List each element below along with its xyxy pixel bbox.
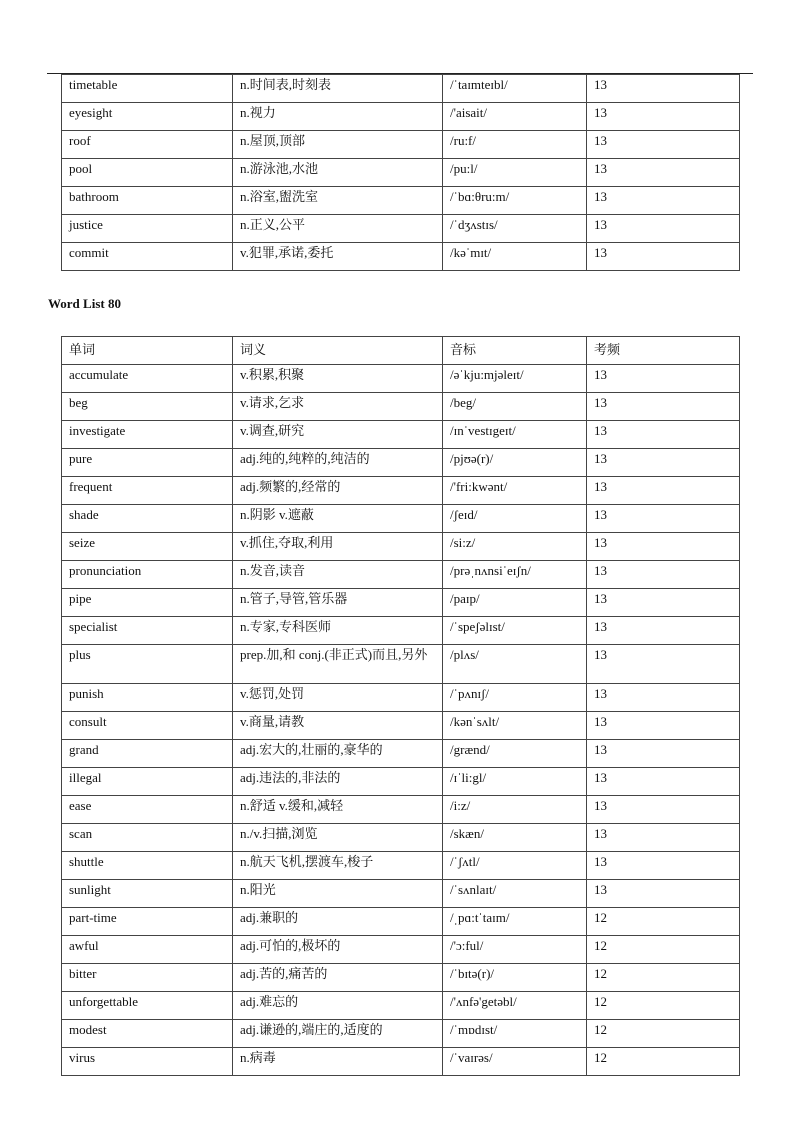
frequency-cell: 13	[587, 131, 740, 159]
phonetic-cell: /'aisait/	[443, 103, 587, 131]
phonetic-cell: /kənˈsʌlt/	[443, 712, 587, 740]
word-cell: shuttle	[62, 852, 233, 880]
phonetic-cell: /ˈvaɪrəs/	[443, 1048, 587, 1076]
phonetic-cell: /prəˌnʌnsiˈeɪʃn/	[443, 561, 587, 589]
meaning-cell: adj.频繁的,经常的	[233, 477, 443, 505]
frequency-cell: 13	[587, 712, 740, 740]
meaning-cell: adj.可怕的,极坏的	[233, 936, 443, 964]
word-cell: timetable	[62, 75, 233, 103]
column-header-meaning: 词义	[233, 337, 443, 365]
word-cell: specialist	[62, 617, 233, 645]
frequency-cell: 13	[587, 243, 740, 271]
word-cell: roof	[62, 131, 233, 159]
table-row	[62, 712, 740, 740]
column-header-frequency: 考频	[587, 337, 740, 365]
table-row	[62, 365, 740, 393]
meaning-cell: n./v.扫描,浏览	[233, 824, 443, 852]
meaning-cell: v.积累,积聚	[233, 365, 443, 393]
table-row	[62, 159, 740, 187]
word-cell: pool	[62, 159, 233, 187]
phonetic-cell: /ɪˈli:gl/	[443, 768, 587, 796]
table-header-row	[62, 337, 740, 365]
vocabulary-table	[61, 336, 740, 1076]
phonetic-cell: /ˈdʒʌstɪs/	[443, 215, 587, 243]
table-row	[62, 477, 740, 505]
frequency-cell: 12	[587, 1048, 740, 1076]
frequency-cell: 13	[587, 505, 740, 533]
meaning-cell: v.商量,请教	[233, 712, 443, 740]
table-row	[62, 740, 740, 768]
meaning-cell: adj.宏大的,壮丽的,豪华的	[233, 740, 443, 768]
frequency-cell: 13	[587, 365, 740, 393]
meaning-cell: v.惩罚,处罚	[233, 684, 443, 712]
meaning-cell: n.航天飞机,摆渡车,梭子	[233, 852, 443, 880]
table-row	[62, 215, 740, 243]
phonetic-cell: /'fri:kwənt/	[443, 477, 587, 505]
phonetic-cell: /grænd/	[443, 740, 587, 768]
word-cell: bathroom	[62, 187, 233, 215]
meaning-cell: n.病毒	[233, 1048, 443, 1076]
phonetic-cell: /ˈʃʌtl/	[443, 852, 587, 880]
meaning-cell: n.管子,导管,管乐器	[233, 589, 443, 617]
phonetic-cell: /'ɔ:ful/	[443, 936, 587, 964]
column-header-word: 单词	[62, 337, 233, 365]
meaning-cell: n.屋顶,顶部	[233, 131, 443, 159]
word-cell: illegal	[62, 768, 233, 796]
word-cell: shade	[62, 505, 233, 533]
phonetic-cell: /'ʌnfə'getəbl/	[443, 992, 587, 1020]
word-cell: frequent	[62, 477, 233, 505]
phonetic-cell: /ˈmɒdɪst/	[443, 1020, 587, 1048]
word-cell: accumulate	[62, 365, 233, 393]
word-cell: beg	[62, 393, 233, 421]
meaning-cell: n.阳光	[233, 880, 443, 908]
meaning-cell: v.请求,乞求	[233, 393, 443, 421]
meaning-cell: n.专家,专科医师	[233, 617, 443, 645]
word-cell: part-time	[62, 908, 233, 936]
phonetic-cell: /ˈpʌnɪʃ/	[443, 684, 587, 712]
meaning-cell: n.阴影 v.遮蔽	[233, 505, 443, 533]
frequency-cell: 13	[587, 215, 740, 243]
phonetic-cell: /ˈbɪtə(r)/	[443, 964, 587, 992]
word-cell: commit	[62, 243, 233, 271]
phonetic-cell: /kəˈmɪt/	[443, 243, 587, 271]
table-row	[62, 880, 740, 908]
frequency-cell: 13	[587, 589, 740, 617]
frequency-cell: 13	[587, 852, 740, 880]
word-cell: pipe	[62, 589, 233, 617]
table-row	[62, 1048, 740, 1076]
table-row	[62, 908, 740, 936]
phonetic-cell: /paɪp/	[443, 589, 587, 617]
meaning-cell: n.游泳池,水池	[233, 159, 443, 187]
meaning-cell: adj.纯的,纯粹的,纯洁的	[233, 449, 443, 477]
frequency-cell: 13	[587, 880, 740, 908]
table-row	[62, 449, 740, 477]
frequency-cell: 13	[587, 617, 740, 645]
table-body	[62, 75, 740, 271]
phonetic-cell: /ˈtaɪmteɪbl/	[443, 75, 587, 103]
phonetic-cell: /skæn/	[443, 824, 587, 852]
meaning-cell: n.正义,公平	[233, 215, 443, 243]
meaning-cell: prep.加,和 conj.(非正式)而且,另外	[233, 645, 443, 684]
word-cell: grand	[62, 740, 233, 768]
table-row	[62, 187, 740, 215]
word-cell: punish	[62, 684, 233, 712]
frequency-cell: 12	[587, 908, 740, 936]
word-cell: investigate	[62, 421, 233, 449]
table-row	[62, 992, 740, 1020]
frequency-cell: 13	[587, 824, 740, 852]
meaning-cell: n.浴室,盥洗室	[233, 187, 443, 215]
meaning-cell: n.发音,读音	[233, 561, 443, 589]
meaning-cell: n.舒适 v.缓和,减轻	[233, 796, 443, 824]
frequency-cell: 13	[587, 103, 740, 131]
meaning-cell: adj.苦的,痛苦的	[233, 964, 443, 992]
table-row	[62, 103, 740, 131]
table-row	[62, 964, 740, 992]
word-cell: unforgettable	[62, 992, 233, 1020]
word-cell: ease	[62, 796, 233, 824]
word-cell: bitter	[62, 964, 233, 992]
frequency-cell: 13	[587, 561, 740, 589]
table-row	[62, 796, 740, 824]
phonetic-cell: /ɪnˈvestɪgeɪt/	[443, 421, 587, 449]
frequency-cell: 13	[587, 740, 740, 768]
phonetic-cell: /ʃeɪd/	[443, 505, 587, 533]
frequency-cell: 13	[587, 449, 740, 477]
frequency-cell: 13	[587, 768, 740, 796]
frequency-cell: 12	[587, 992, 740, 1020]
word-cell: eyesight	[62, 103, 233, 131]
meaning-cell: adj.兼职的	[233, 908, 443, 936]
frequency-cell: 13	[587, 393, 740, 421]
frequency-cell: 13	[587, 187, 740, 215]
section-title: Word List 80	[48, 296, 121, 311]
table-row	[62, 936, 740, 964]
word-cell: modest	[62, 1020, 233, 1048]
frequency-cell: 13	[587, 421, 740, 449]
column-header-phonetic: 音标	[443, 337, 587, 365]
phonetic-cell: /plʌs/	[443, 645, 587, 684]
phonetic-cell: /i:z/	[443, 796, 587, 824]
meaning-cell: v.犯罪,承诺,委托	[233, 243, 443, 271]
word-cell: awful	[62, 936, 233, 964]
meaning-cell: n.视力	[233, 103, 443, 131]
word-cell: pronunciation	[62, 561, 233, 589]
table-row	[62, 505, 740, 533]
word-cell: pure	[62, 449, 233, 477]
frequency-cell: 13	[587, 796, 740, 824]
meaning-cell: v.调查,研究	[233, 421, 443, 449]
frequency-cell: 12	[587, 1020, 740, 1048]
table-row	[62, 421, 740, 449]
table-row	[62, 533, 740, 561]
table-row	[62, 393, 740, 421]
table-row	[62, 768, 740, 796]
table-row	[62, 617, 740, 645]
word-cell: consult	[62, 712, 233, 740]
phonetic-cell: /si:z/	[443, 533, 587, 561]
table-row	[62, 852, 740, 880]
frequency-cell: 13	[587, 533, 740, 561]
table-row	[62, 645, 740, 684]
phonetic-cell: /beg/	[443, 393, 587, 421]
frequency-cell: 13	[587, 75, 740, 103]
frequency-cell: 13	[587, 477, 740, 505]
meaning-cell: n.时间表,时刻表	[233, 75, 443, 103]
phonetic-cell: /ˈsʌnlaɪt/	[443, 880, 587, 908]
phonetic-cell: /əˈkju:mjəleɪt/	[443, 365, 587, 393]
table-row	[62, 131, 740, 159]
phonetic-cell: /ˈspeʃəlɪst/	[443, 617, 587, 645]
frequency-cell: 12	[587, 936, 740, 964]
frequency-cell: 13	[587, 684, 740, 712]
meaning-cell: adj.难忘的	[233, 992, 443, 1020]
table-row	[62, 75, 740, 103]
word-cell: virus	[62, 1048, 233, 1076]
frequency-cell: 13	[587, 645, 740, 684]
phonetic-cell: /pjʊə(r)/	[443, 449, 587, 477]
table-row	[62, 684, 740, 712]
meaning-cell: adj.违法的,非法的	[233, 768, 443, 796]
table-row	[62, 589, 740, 617]
word-cell: seize	[62, 533, 233, 561]
word-cell: scan	[62, 824, 233, 852]
frequency-cell: 12	[587, 964, 740, 992]
phonetic-cell: /ˌpɑ:tˈtaɪm/	[443, 908, 587, 936]
frequency-cell: 13	[587, 159, 740, 187]
meaning-cell: adj.谦逊的,端庄的,适度的	[233, 1020, 443, 1048]
word-cell: sunlight	[62, 880, 233, 908]
phonetic-cell: /ru:f/	[443, 131, 587, 159]
table-row	[62, 561, 740, 589]
phonetic-cell: /pu:l/	[443, 159, 587, 187]
phonetic-cell: /ˈbɑ:θru:m/	[443, 187, 587, 215]
table-row	[62, 243, 740, 271]
word-cell: justice	[62, 215, 233, 243]
table-body	[62, 337, 740, 1076]
word-cell: plus	[62, 645, 233, 684]
vocabulary-table-continued	[61, 74, 740, 271]
table-row	[62, 1020, 740, 1048]
table-row	[62, 824, 740, 852]
meaning-cell: v.抓住,夺取,利用	[233, 533, 443, 561]
